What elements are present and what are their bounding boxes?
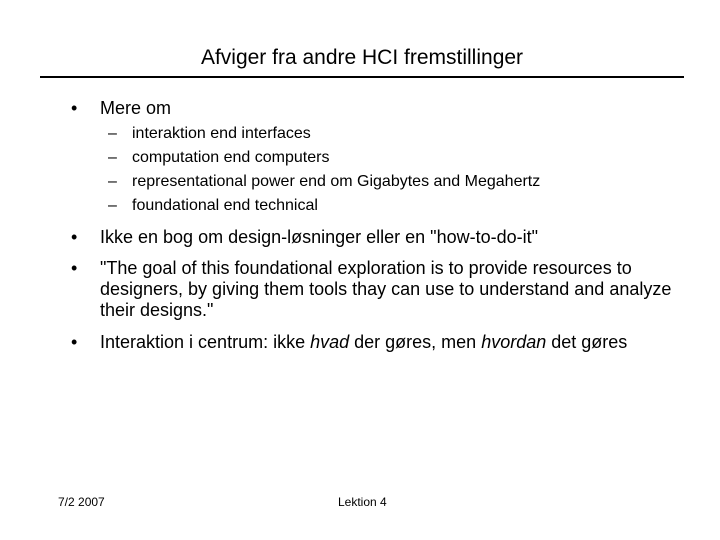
- quote-text: "The goal of this foundational exploration is to provide resources to designers, by giving them tools thay can use to understand and analyze their designs.": [100, 258, 672, 320]
- slide-title: Afviger fra andre HCI fremstillinger: [200, 46, 524, 69]
- emphasis-hvordan: hvordan: [481, 332, 547, 352]
- dash-marker: –: [108, 197, 117, 214]
- text-segment: det gøres: [546, 332, 628, 352]
- bullet-text: Ikke en bog om design-løsninger eller en "how-to-do-it": [100, 227, 538, 247]
- bullet-marker: •: [71, 227, 78, 247]
- sub-item-text: foundational end technical: [132, 197, 318, 214]
- dash-marker: –: [108, 173, 117, 190]
- bullet-marker: •: [71, 332, 78, 352]
- dash-marker: –: [108, 149, 117, 166]
- sub-item-text: interaktion end interfaces: [132, 125, 311, 142]
- bullet-marker: •: [71, 258, 78, 278]
- bullet-text: Mere om: [100, 98, 172, 118]
- bullet-text: [100, 332, 700, 353]
- sub-item-text: computation end computers: [132, 149, 330, 166]
- footer-lecture: Lektion 4: [338, 495, 387, 509]
- emphasis-hvad: hvad: [310, 332, 350, 352]
- sub-item-text: representational power end om Gigabytes and Megahertz: [132, 173, 541, 190]
- bullet-marker: •: [71, 98, 78, 118]
- title-divider: [40, 76, 684, 78]
- footer-date: 7/2 2007: [58, 495, 105, 509]
- dash-marker: –: [108, 125, 117, 142]
- text-segment: Interaktion i centrum: ikke: [100, 332, 311, 352]
- text-segment: der gøres, men: [349, 332, 482, 352]
